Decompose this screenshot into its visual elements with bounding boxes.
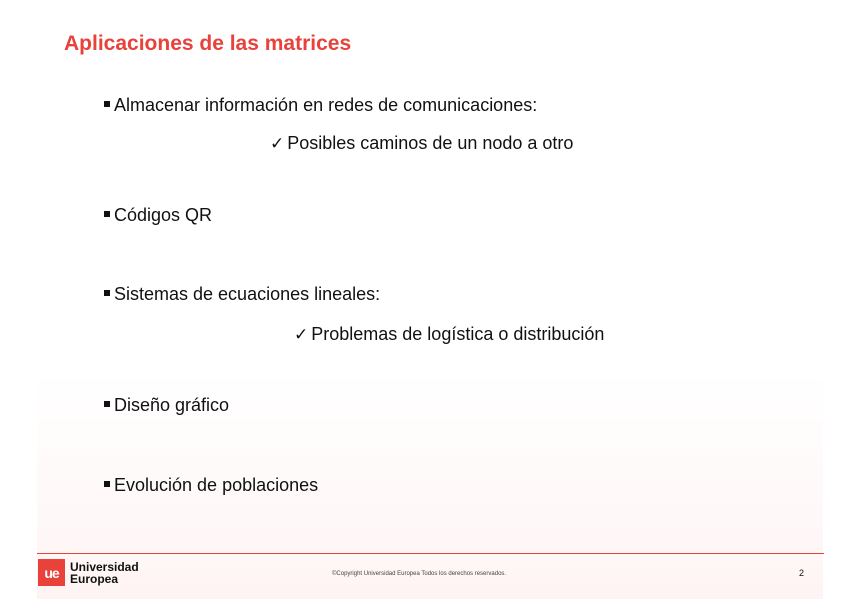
check-icon: ✓ — [294, 324, 309, 345]
copyright-notice: ©Copyright Universidad Europea Todos los derechos reservados. — [332, 571, 507, 577]
square-bullet-icon — [104, 290, 110, 296]
sub-item — [294, 324, 604, 345]
bullet-item — [104, 95, 537, 116]
square-bullet-icon — [104, 211, 110, 217]
bullet-item — [104, 284, 380, 305]
bullet-text: Códigos QR — [114, 205, 213, 225]
check-icon: ✓ — [270, 133, 285, 154]
logo-line-1: Universidad — [70, 559, 139, 574]
footer-divider — [37, 553, 824, 554]
square-bullet-icon — [104, 481, 110, 487]
university-logo — [38, 559, 139, 586]
bullet-text: Evolución de poblaciones — [114, 475, 319, 495]
bullet-item — [104, 395, 229, 416]
square-bullet-icon — [104, 401, 110, 407]
slide-title: Aplicaciones de las matrices — [64, 32, 352, 55]
bullet-item — [104, 475, 318, 496]
bullet-text: Almacenar información en redes de comunicaciones: — [114, 95, 538, 115]
page-number: 2 — [799, 568, 805, 578]
square-bullet-icon — [104, 101, 110, 107]
sub-item — [270, 133, 573, 154]
ue-logo-icon: ue — [38, 559, 65, 586]
logo-line-2: Europea — [70, 571, 119, 586]
bullet-text: Diseño gráfico — [114, 395, 230, 415]
logo-text — [70, 561, 139, 585]
sub-item-text: Problemas de logística o distribución — [311, 324, 605, 344]
sub-item-text: Posibles caminos de un nodo a otro — [287, 133, 574, 153]
bullet-text: Sistemas de ecuaciones lineales: — [114, 284, 381, 304]
bullet-item — [104, 205, 212, 226]
